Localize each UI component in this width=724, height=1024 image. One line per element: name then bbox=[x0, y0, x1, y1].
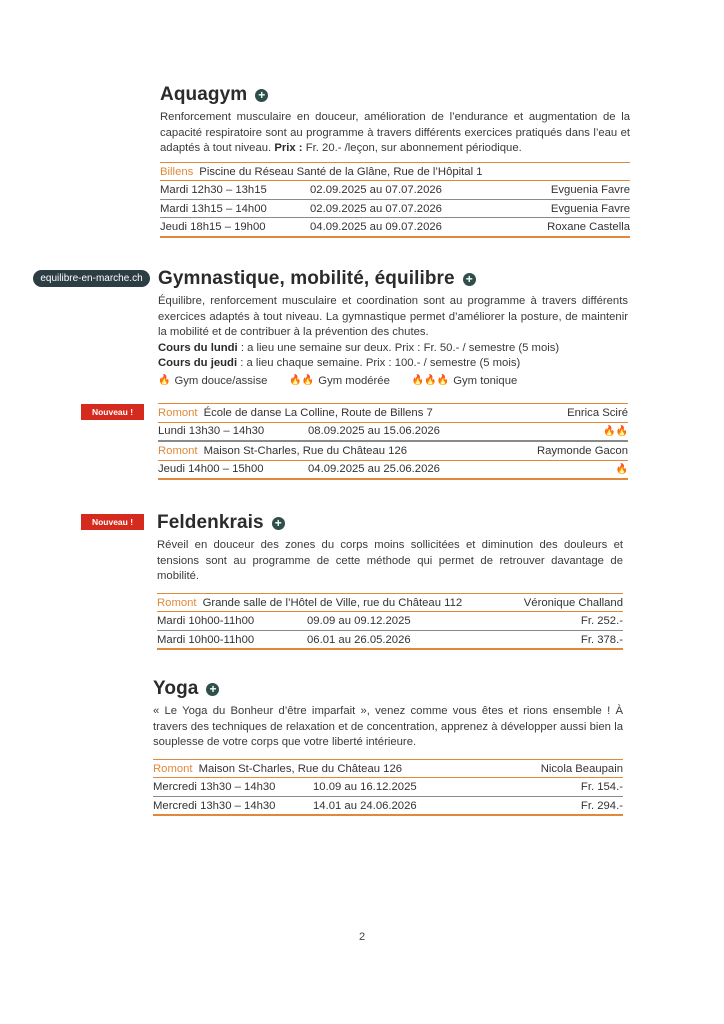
teacher-name: Nicola Beaupain bbox=[540, 762, 623, 775]
table-row: Mardi 10h00-11h00 06.01 au 26.05.2026 Fr. 378.- bbox=[157, 633, 623, 646]
gym-lundi-info: Cours du lundi : a lieu une semaine sur deux. Prix : Fr. 50.- / semestre (5 mois) bbox=[158, 341, 560, 354]
gym-description: Équilibre, renforcement musculaire et coordination sont au programme à travers différents exercices adaptés à tout niveau. La gymnastique permet d’améliorer la posture, de maintenir la mobilité et de contribuer à la prévention des chutes. bbox=[158, 295, 628, 339]
place-name: Romont bbox=[158, 444, 198, 457]
gym-section bbox=[158, 268, 628, 387]
address: Grande salle de l’Hôtel de Ville, rue du Château 112 bbox=[202, 596, 463, 609]
aquagym-schedule-table bbox=[160, 162, 630, 238]
table-header-row bbox=[158, 404, 628, 423]
table-header-row bbox=[160, 163, 630, 182]
address: Maison St-Charles, Rue du Château 126 bbox=[198, 762, 403, 775]
table-row: Mardi 10h00-11h00 09.09 au 09.12.2025 Fr. 252.- bbox=[157, 612, 623, 631]
aquagym-description: Renforcement musculaire en douceur, amélioration de l’endurance et augmentation de la capacité respiratoire sont au programme à travers différents exercices pratiqués dans l’eau et adaptés à tout niveau. Prix : Fr. 20.- /leçon, sur abonnement périodique. bbox=[160, 111, 630, 155]
table-row: Mercredi 13h30 – 14h30 10.09 au 16.12.2025 Fr. 154.- bbox=[153, 778, 623, 797]
table-header-row bbox=[158, 441, 628, 461]
aquagym-title: Aquagym bbox=[160, 84, 248, 105]
teacher-name: Raymonde Gacon bbox=[536, 444, 628, 457]
feldenkrais-description: Réveil en douceur des zones du corps moins sollicitées et diminution des douleurs et tensions sont au programme de cette méthode qui permet de retrouver davantage de mobilité. bbox=[157, 539, 623, 583]
yoga-section bbox=[153, 678, 623, 816]
plus-circle-icon[interactable]: + bbox=[272, 517, 285, 530]
feldenkrais-schedule-table bbox=[157, 593, 623, 651]
yoga-description: « Le Yoga du Bonheur d’être imparfait », venez comme vous êtes et rions ensemble ! À travers des techniques de relaxation et de concentration, apprenez à développer aussi bien la souplesse de votre corps que votre liberté intérieure. bbox=[153, 705, 623, 749]
plus-circle-icon[interactable]: + bbox=[255, 89, 268, 102]
gym-title: Gymnastique, mobilité, équilibre bbox=[158, 268, 455, 289]
gym-levels-legend bbox=[158, 375, 628, 387]
teacher-name: Enrica Sciré bbox=[567, 406, 628, 419]
new-badge: Nouveau ! bbox=[81, 404, 144, 420]
yoga-title: Yoga bbox=[153, 678, 199, 699]
yoga-schedule-table bbox=[153, 759, 623, 817]
plus-circle-icon[interactable]: + bbox=[463, 273, 476, 286]
level-legend-item: 🔥 Gym douce/assise bbox=[158, 374, 268, 387]
aquagym-section bbox=[160, 84, 630, 238]
place-name: Billens bbox=[160, 165, 194, 178]
gym-schedule bbox=[158, 403, 628, 480]
table-row: Jeudi 14h00 – 15h00 04.09.2025 au 25.06.2026 🔥 bbox=[158, 463, 628, 476]
teacher-name: Véronique Challand bbox=[523, 596, 623, 609]
place-name: Romont bbox=[153, 762, 193, 775]
new-badge: Nouveau ! bbox=[81, 514, 144, 530]
table-row: Mardi 12h30 – 13h15 02.09.2025 au 07.07.2026 Evguenia Favre bbox=[160, 181, 630, 200]
flame-icon: 🔥 bbox=[158, 375, 171, 387]
level-legend-item: 🔥🔥 Gym modérée bbox=[289, 374, 390, 387]
flame-icon: 🔥 bbox=[615, 463, 628, 475]
place-name: Romont bbox=[157, 596, 197, 609]
table-row: Lundi 13h30 – 14h30 08.09.2025 au 15.06.2026 🔥🔥 bbox=[158, 423, 628, 442]
table-row: Mercredi 13h30 – 14h30 14.01 au 24.06.2026 Fr. 294.- bbox=[153, 799, 623, 812]
feldenkrais-section bbox=[157, 512, 623, 650]
equilibre-en-marche-logo[interactable]: equilibre-en-marche.ch bbox=[33, 270, 150, 287]
table-header-row bbox=[153, 760, 623, 779]
level-legend-item: 🔥🔥🔥 Gym tonique bbox=[411, 374, 518, 387]
flame-icon: 🔥🔥 bbox=[603, 425, 628, 437]
table-row: Mardi 13h15 – 14h00 02.09.2025 au 07.07.2026 Evguenia Favre bbox=[160, 200, 630, 219]
address: Maison St-Charles, Rue du Château 126 bbox=[203, 444, 408, 457]
address: École de danse La Colline, Route de Billens 7 bbox=[203, 406, 433, 419]
table-row: Jeudi 18h15 – 19h00 04.09.2025 au 09.07.2026 Roxane Castella bbox=[160, 221, 630, 234]
gym-jeudi-info: Cours du jeudi : a lieu chaque semaine. Prix : 100.- / semestre (5 mois) bbox=[158, 357, 521, 370]
table-header-row bbox=[157, 594, 623, 613]
place-name: Romont bbox=[158, 406, 198, 419]
address: Piscine du Réseau Santé de la Glâne, Rue de l’Hôpital 1 bbox=[199, 165, 483, 178]
gym-schedule-table bbox=[158, 403, 628, 480]
feldenkrais-title: Feldenkrais bbox=[157, 512, 264, 533]
flame-icon: 🔥🔥🔥 bbox=[411, 375, 450, 387]
flame-icon: 🔥🔥 bbox=[289, 375, 315, 387]
page-number: 2 bbox=[358, 931, 366, 943]
plus-circle-icon[interactable]: + bbox=[206, 683, 219, 696]
